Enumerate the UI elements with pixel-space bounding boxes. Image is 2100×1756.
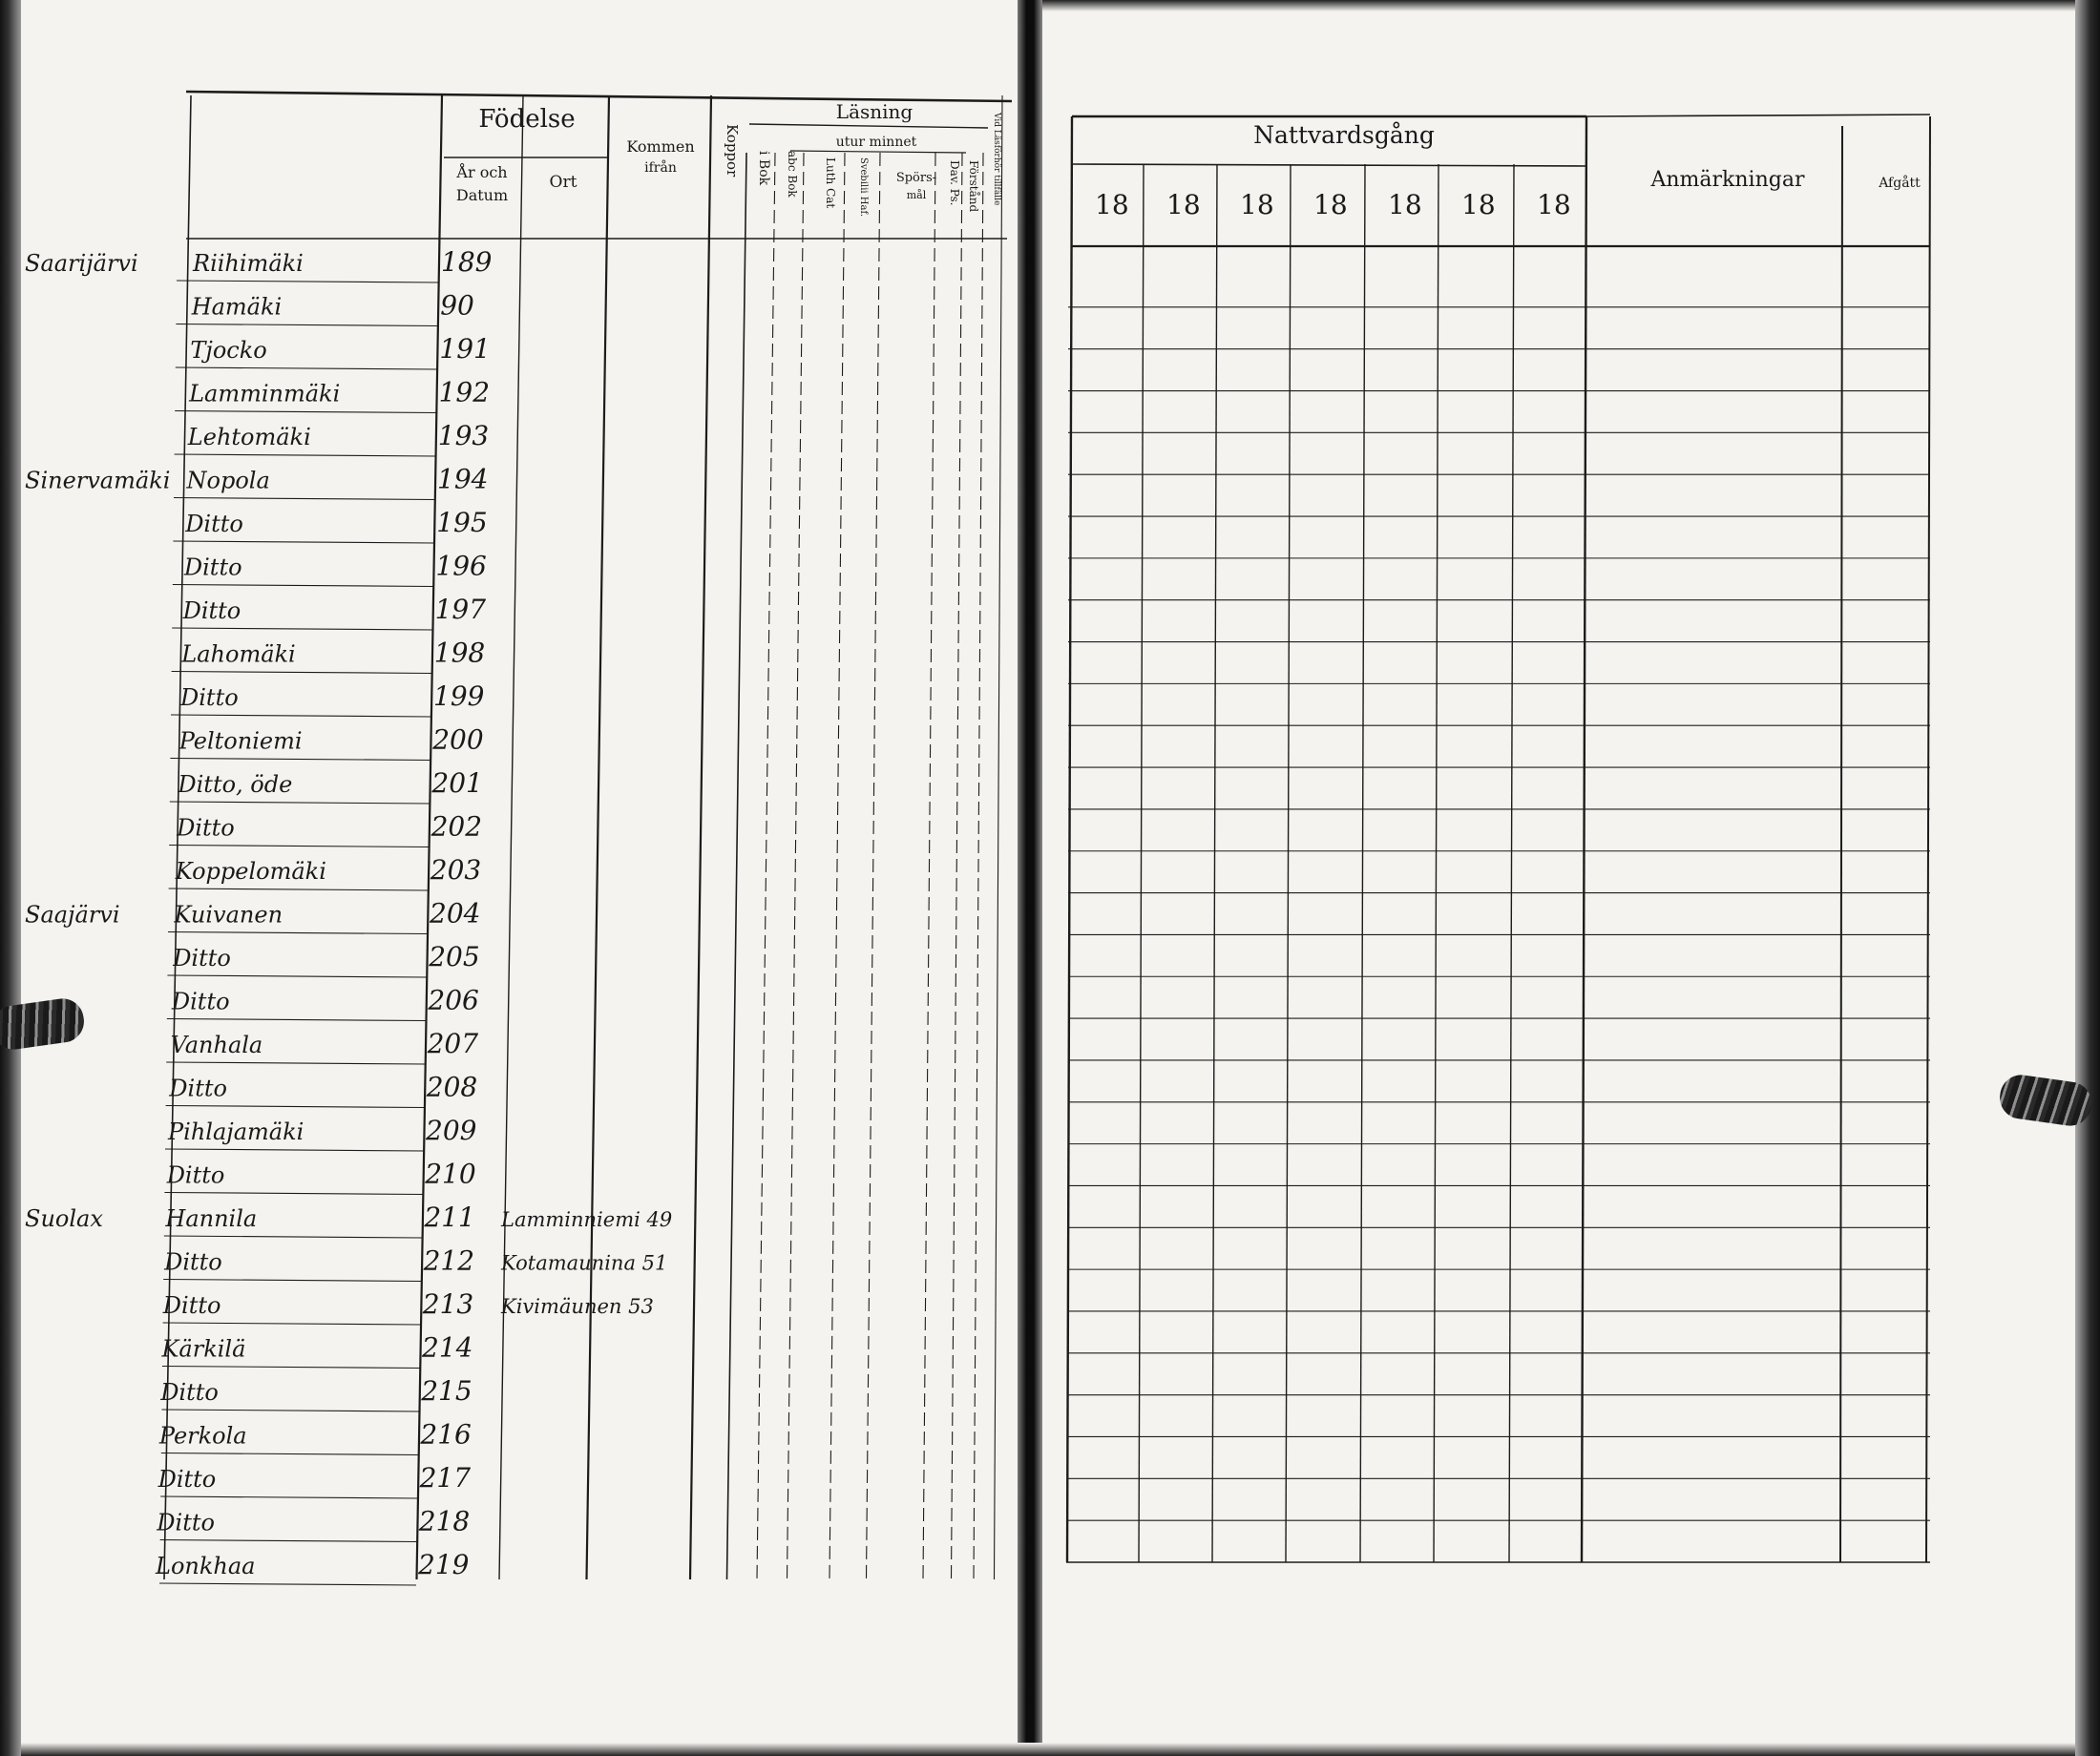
farm-number: 204 <box>430 897 481 930</box>
datum-label: Datum <box>455 186 509 204</box>
nattvard-subheader-rule <box>1072 164 1586 166</box>
left-row-rule <box>160 1496 417 1498</box>
farm-number: 196 <box>435 550 487 582</box>
register-rows <box>155 246 672 1580</box>
farm-name: Ditto <box>162 1292 221 1319</box>
year-prefix-18: 18 <box>1537 189 1571 220</box>
farm-number: 197 <box>434 594 487 625</box>
table-row <box>162 1288 654 1320</box>
anmarkningar-heading: Anmärkningar <box>1650 168 1805 192</box>
ort-label: Ort <box>549 173 578 192</box>
year-headers <box>1095 189 1571 220</box>
left-row-rule <box>175 454 436 456</box>
table-row <box>182 594 487 625</box>
farm-number: 213 <box>422 1288 474 1320</box>
year-prefix-18: 18 <box>1095 189 1129 220</box>
table-row <box>174 898 481 930</box>
farm-name: Ditto <box>158 1466 217 1493</box>
farm-name: Ditto <box>157 1509 215 1536</box>
table-row <box>186 464 489 495</box>
left-row-rule <box>173 585 434 587</box>
farm-number: 203 <box>430 854 482 886</box>
farm-name: Ditto <box>185 511 243 537</box>
farm-number: 195 <box>436 507 488 538</box>
vid-lasforhor-label: Vid Läsförhör tillfälle <box>992 113 1001 206</box>
farm-name: Hannila <box>165 1205 258 1232</box>
table-row <box>180 638 485 669</box>
farm-name: Ditto <box>160 1379 219 1406</box>
nattvard-column-line <box>1286 164 1291 1562</box>
table-row <box>178 724 484 756</box>
left-row-rule <box>164 1236 423 1238</box>
village-labels <box>25 250 170 1232</box>
left-row-rule <box>165 1149 424 1151</box>
table-row <box>166 1159 476 1190</box>
farm-name: Lamminmäki <box>189 380 341 408</box>
left-row-rule <box>168 932 428 934</box>
left-row-rule <box>177 281 439 282</box>
left-page-header <box>455 100 1001 217</box>
year-prefix-18: 18 <box>1313 189 1348 220</box>
farm-name: Koppelomäki <box>175 858 326 885</box>
left-row-rule <box>172 628 432 630</box>
left-column-line <box>867 153 881 1579</box>
nattvard-column-line <box>1509 164 1514 1562</box>
farm-number: 191 <box>439 333 491 365</box>
left-row-rule <box>171 715 431 717</box>
village-label: Sinervamäki <box>25 467 171 494</box>
left-row-rule <box>173 541 434 543</box>
left-column-line <box>995 95 1003 1579</box>
farm-name: Riihimäki <box>193 250 304 277</box>
left-column-line <box>923 153 935 1579</box>
farm-name: Kuivanen <box>174 901 284 929</box>
left-row-rule <box>160 1540 417 1542</box>
farm-number: 202 <box>430 810 483 843</box>
lasning-heading: Läsning <box>835 100 914 123</box>
farm-name: Kärkilä <box>161 1335 246 1363</box>
farm-number: 90 <box>440 289 474 322</box>
farm-number: 189 <box>441 246 493 278</box>
forstand-label: Förstånd <box>967 160 980 213</box>
afgatt-column-line <box>1840 126 1842 1562</box>
farm-number: 205 <box>429 941 480 972</box>
farm-number: 200 <box>432 723 484 756</box>
left-column-line <box>587 95 610 1579</box>
lasning-subheader-rule <box>749 124 988 128</box>
table-row <box>172 941 479 972</box>
kommen-ifran-entry: Kotamaunina 51 <box>501 1251 668 1275</box>
nattvardsgang-heading: Nattvardsgång <box>1253 121 1435 149</box>
farm-number: 199 <box>433 680 485 712</box>
farm-name: Hamäki <box>191 293 283 321</box>
left-row-rule <box>163 1323 421 1325</box>
table-row <box>164 1202 672 1233</box>
table-row <box>191 290 474 322</box>
table-row <box>167 1115 476 1146</box>
left-column-line <box>757 153 775 1579</box>
table-row <box>161 1332 473 1364</box>
ar-och-label: År och <box>456 163 508 181</box>
year-prefix-18: 18 <box>1461 189 1496 220</box>
nattvard-column-line <box>1139 164 1144 1562</box>
kommen-ifran-entry: Kivimäunen 53 <box>501 1295 654 1318</box>
left-row-rule <box>166 1062 425 1064</box>
farm-number: 198 <box>433 637 486 669</box>
sporsmal-label-1: Spörs- <box>895 171 937 185</box>
table-row <box>159 1375 472 1407</box>
left-row-rule <box>176 324 438 326</box>
village-label: Saarijärvi <box>25 250 138 277</box>
left-column-line <box>690 95 711 1579</box>
left-column-line <box>499 95 523 1579</box>
year-prefix-18: 18 <box>1166 189 1201 220</box>
table-row <box>184 507 487 538</box>
farm-number: 216 <box>420 1418 472 1451</box>
farm-name: Perkola <box>158 1422 247 1450</box>
table-row <box>190 333 490 365</box>
table-row <box>179 680 484 712</box>
left-column-line <box>727 153 747 1579</box>
left-row-rule <box>169 846 429 847</box>
farm-name: Vanhala <box>170 1032 263 1058</box>
farm-number: 192 <box>438 376 491 408</box>
farm-name: Ditto <box>169 1075 227 1102</box>
farm-name: Ditto <box>171 988 230 1015</box>
nattvard-column-line <box>1434 164 1438 1562</box>
left-row-rule <box>161 1453 419 1455</box>
table-row <box>188 377 490 408</box>
year-prefix-18: 18 <box>1240 189 1274 220</box>
farm-number: 215 <box>421 1375 472 1407</box>
kommen-ifran-entry: Lamminniemi 49 <box>501 1208 673 1231</box>
left-row-rule <box>164 1193 423 1195</box>
table-row <box>156 1506 470 1537</box>
utur-minnet-label: utur minnet <box>835 135 917 150</box>
right-page-grid <box>1066 115 1930 1562</box>
farm-number: 214 <box>422 1331 473 1364</box>
nattvard-column-line <box>1360 164 1365 1562</box>
fodelse-heading: Födelse <box>478 105 576 134</box>
farm-name: Ditto <box>182 597 242 624</box>
farm-number: 193 <box>437 420 490 451</box>
kommen-label: Kommen <box>626 137 695 156</box>
farm-name: Ditto <box>164 1248 222 1276</box>
farm-name: Lahomäki <box>181 640 296 668</box>
table-row <box>158 1419 472 1451</box>
left-page-grid <box>159 92 1012 1585</box>
koppor-label: Koppor <box>724 124 741 178</box>
farm-number: 208 <box>426 1071 478 1103</box>
table-row <box>155 1549 469 1580</box>
left-row-rule <box>161 1410 419 1411</box>
farm-name: Ditto <box>166 1161 225 1189</box>
luth-cat-label: Luth Cat <box>824 157 837 209</box>
table-row <box>171 985 479 1016</box>
table-row <box>168 1072 477 1103</box>
table-row <box>187 420 489 451</box>
table-row <box>183 551 487 582</box>
farm-name: Ditto <box>177 814 235 842</box>
farm-name: Ditto <box>173 945 231 972</box>
farm-name: Ditto, öde <box>178 771 293 798</box>
farm-number: 201 <box>431 767 483 799</box>
farm-number: 210 <box>425 1158 476 1190</box>
abc-bok-label: abc Bok <box>786 151 799 198</box>
left-row-rule <box>172 672 432 674</box>
left-row-rule <box>170 802 430 804</box>
left-column-line <box>830 153 845 1579</box>
left-column-line <box>952 153 963 1579</box>
farm-number: 206 <box>428 984 479 1016</box>
left-row-rule <box>163 1280 421 1282</box>
svebilii-label: Svebilii Haf. <box>858 157 869 217</box>
farm-number: 207 <box>427 1028 479 1059</box>
nattvard-column-line <box>1067 116 1072 1562</box>
farm-number: 211 <box>424 1202 475 1233</box>
farm-number: 212 <box>423 1244 475 1277</box>
farm-number: 209 <box>426 1115 477 1146</box>
nattvard-column-line <box>1582 116 1586 1562</box>
farm-name: Peltoniemi <box>178 727 303 755</box>
nattvard-column-line <box>1212 164 1217 1562</box>
left-row-rule <box>159 1583 416 1585</box>
left-row-rule <box>169 888 429 890</box>
dav-ps-label: Dav. Ps. <box>948 160 961 206</box>
left-row-rule <box>174 498 435 500</box>
left-row-rule <box>162 1367 420 1369</box>
table-row <box>192 246 492 278</box>
village-label: Suolax <box>25 1205 103 1232</box>
farm-name: Lonkhaa <box>156 1553 256 1579</box>
right-top-rule <box>1586 115 1930 116</box>
i-bok-label: i Bok <box>756 151 771 186</box>
left-column-line <box>974 153 983 1579</box>
sporsmal-label-2: mål <box>906 189 927 201</box>
farm-number: 219 <box>418 1549 470 1580</box>
ifran-label: ifrån <box>644 160 677 176</box>
left-row-rule <box>167 1019 427 1021</box>
afgatt-heading: Afgått <box>1879 176 1921 191</box>
village-label: Saajärvi <box>25 901 120 929</box>
farm-number: 194 <box>437 463 489 495</box>
left-row-rule <box>170 759 430 761</box>
farm-name: Nopola <box>186 467 270 494</box>
left-row-rule <box>176 367 438 369</box>
table-row <box>175 854 481 886</box>
year-prefix-18: 18 <box>1388 189 1422 220</box>
table-row <box>177 767 482 799</box>
farm-number: 218 <box>418 1505 471 1537</box>
left-row-rule <box>166 1106 425 1108</box>
table-row <box>176 811 482 843</box>
farm-name: Lehtomäki <box>187 424 311 450</box>
table-row <box>171 1028 479 1059</box>
left-column-line <box>788 153 805 1579</box>
utur-minnet-rule <box>790 151 966 153</box>
table-row <box>158 1462 472 1494</box>
farm-name: Ditto <box>183 554 242 581</box>
left-row-rule <box>167 975 427 977</box>
farm-name: Ditto <box>180 684 239 711</box>
farm-number: 217 <box>419 1462 472 1494</box>
farm-name: Pihlajamäki <box>168 1118 304 1145</box>
right-edge-line <box>1926 116 1930 1562</box>
left-row-rule <box>175 411 436 413</box>
farm-name: Tjocko <box>190 337 267 364</box>
